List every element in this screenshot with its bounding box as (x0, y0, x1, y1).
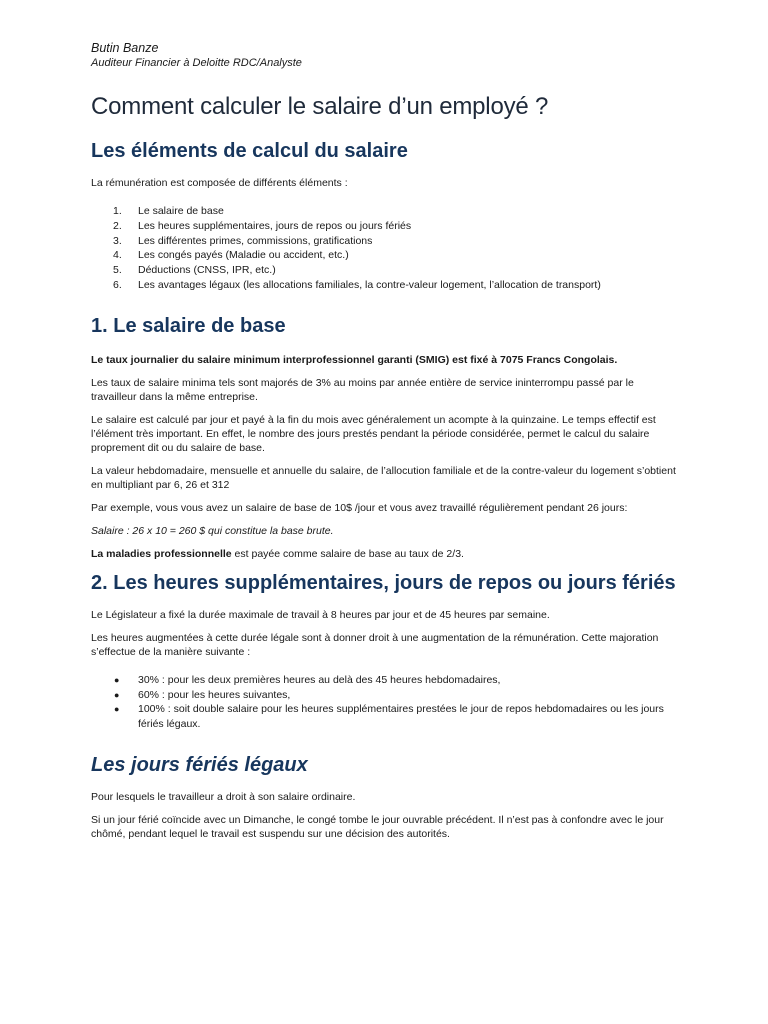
list-item (91, 702, 681, 732)
maladie-paragraph (91, 547, 681, 561)
list-text: 100% : soit double salaire pour les heures supplémentaires prestées le jour de repos hebdomadaires ou les jours fériés légaux. (138, 703, 664, 731)
list-text: Les avantages légaux (les allocations familiales, la contre-valeur logement, l’allocation de transport) (138, 278, 601, 291)
author-name: Butin Banze (91, 41, 159, 55)
smig-paragraph: Le taux journalier du salaire minimum interprofessionnel garanti (SMIG) est fixé à 7075 Francs Congolais. (91, 353, 618, 366)
salary-formula: Salaire : 26 x 10 = 260 $ qui constitue la base brute. (91, 524, 334, 537)
list-item (91, 219, 681, 234)
elements-intro: La rémunération est composée de différents éléments : (91, 177, 348, 189)
heading-jours-feries: Les jours fériés légaux (91, 753, 308, 776)
bullet-icon: ● (114, 674, 120, 685)
elements-list (91, 204, 681, 293)
list-item (91, 234, 681, 249)
majoration-list (91, 673, 681, 732)
list-item (91, 673, 681, 688)
list-number: 6. (113, 278, 122, 291)
list-text: Déductions (CNSS, IPR, etc.) (138, 264, 276, 277)
heures-paragraph-2: Les heures augmentées à cette durée légale sont à donner droit à une augmentation de la rémunération. Cette majoration s’effectue de la manière suivante : (91, 631, 659, 658)
base-paragraph-3: La valeur hebdomadaire, mensuelle et annuelle du salaire, de l’allocution familiale et de la contre-valeur du logement s’obtient en multipliant par 6, 26 et 312 (91, 464, 676, 491)
heures-paragraph-1: Le Législateur a fixé la durée maximale de travail à 8 heures par jour et de 45 heures par semaine. (91, 608, 550, 621)
heading-elements: Les éléments de calcul du salaire (91, 140, 408, 162)
list-item (91, 263, 681, 278)
list-number: 3. (113, 234, 122, 247)
document-title: Comment calculer le salaire d’un employé ? (91, 93, 549, 120)
list-number: 5. (113, 264, 122, 277)
document-page (91, 40, 681, 850)
base-paragraph-1: Les taux de salaire minima tels sont majorés de 3% au moins par année entière de service ininterrompu passé par le travailleur dans la même entreprise. (91, 376, 634, 403)
list-number: 1. (113, 205, 122, 217)
feries-paragraph-1: Pour lesquels le travailleur a droit à son salaire ordinaire. (91, 790, 356, 803)
list-number: 2. (113, 219, 122, 232)
list-text: Les heures supplémentaires, jours de repos ou jours fériés (138, 219, 412, 232)
base-paragraph-2: Le salaire est calculé par jour et payé à la fin du mois avec généralement un acompte à la quinzaine. Le temps effectif est l’élément très important. En effet, le nombre des jours prestés pendant la période considérée, permet le calcul du salaire proprement dit ou du salaire de base. (91, 413, 656, 454)
list-text: Les congés payés (Maladie ou accident, etc.) (138, 249, 349, 262)
list-text: 30% : pour les deux premières heures au delà des 45 heures hebdomadaires, (138, 673, 501, 686)
list-item (91, 688, 681, 703)
bullet-icon: ● (114, 689, 120, 700)
author-role: Auditeur Financier à Deloitte RDC/Analyste (91, 57, 302, 69)
maladie-rest: est payée comme salaire de base au taux de 2/3. (231, 547, 464, 560)
heading-heures-supplementaires: 2. Les heures supplémentaires, jours de repos ou jours fériés (91, 571, 676, 594)
feries-paragraph-2: Si un jour férié coïncide avec un Dimanche, le congé tombe le jour ouvrable précédent. Il n’est pas à confondre avec le jour chômé, pendant lequel le travail est suspendu sur une décision des autorités. (91, 813, 664, 840)
maladie-bold: La maladies professionnelle (91, 547, 232, 560)
base-paragraph-4: Par exemple, vous vous avez un salaire de base de 10$ /jour et vous avez travaillé régulièrement pendant 26 jours: (91, 501, 628, 514)
list-text: Le salaire de base (138, 205, 224, 217)
list-item (91, 204, 681, 219)
bullet-icon: ● (114, 704, 120, 715)
list-item (91, 248, 681, 263)
list-text: 60% : pour les heures suivantes, (138, 688, 291, 701)
list-number: 4. (113, 249, 122, 262)
list-text: Les différentes primes, commissions, gratifications (138, 234, 373, 247)
heading-salaire-base: 1. Le salaire de base (91, 314, 286, 337)
list-item (91, 278, 681, 293)
